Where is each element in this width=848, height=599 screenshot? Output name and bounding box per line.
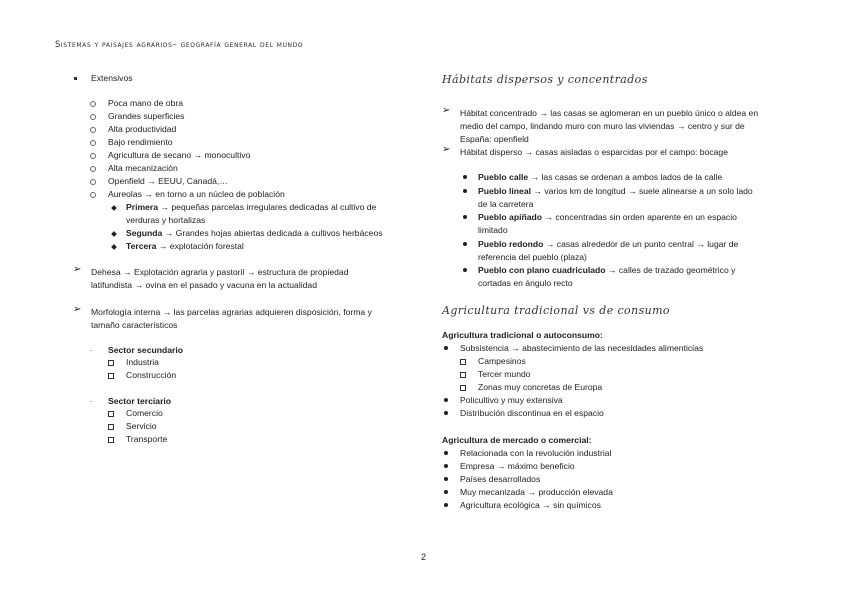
bullet-circle bbox=[90, 153, 96, 159]
bullet-dot: . bbox=[90, 395, 93, 404]
bullet-hollow-square bbox=[460, 372, 466, 378]
bullet-circle bbox=[90, 101, 96, 107]
item-bold: Segunda bbox=[126, 228, 163, 238]
bullet-square bbox=[74, 77, 77, 80]
item-text: → pequeñas parcelas irregulares dedicadas al cultivo de bbox=[158, 202, 377, 212]
list-item: Aureolas → en torno a un núcleo de población bbox=[108, 189, 285, 199]
bullet-dot bbox=[444, 398, 448, 402]
list-item: Empresa → máximo beneficio bbox=[460, 461, 575, 471]
concentrado-line3: España: openfield bbox=[460, 134, 529, 144]
tradicional-title: Agricultura tradicional o autoconsumo: bbox=[442, 330, 603, 340]
morfologia-line1: Morfología interna → las parcelas agrarias adquieren disposición, forma y bbox=[91, 307, 372, 317]
list-item bbox=[126, 228, 383, 238]
bullet-dot bbox=[463, 175, 467, 179]
list-item: Grandes superficies bbox=[108, 111, 185, 121]
bullet-hollow-square bbox=[108, 437, 114, 443]
sector-terciario-title: Sector terciario bbox=[108, 396, 172, 406]
arrowhead-icon: ➢ bbox=[442, 144, 451, 155]
list-item: Comercio bbox=[126, 408, 163, 418]
item-bold: Pueblo calle bbox=[478, 172, 529, 182]
list-item bbox=[478, 212, 737, 222]
dehesa-line1: Dehesa → Explotación agraria y pastoril → estructura de propiedad bbox=[91, 267, 349, 277]
item-text: → casas alrededor de un punto central → lugar de bbox=[543, 239, 739, 249]
list-item bbox=[478, 265, 735, 275]
page-header: Sistemas y paisajes agrarios– geografía general del mundo bbox=[55, 39, 304, 49]
list-item bbox=[126, 202, 376, 212]
bullet-circle bbox=[90, 127, 96, 133]
list-item: Países desarrollados bbox=[460, 474, 541, 484]
list-item-continuation: referencia del pueblo (plaza) bbox=[478, 252, 587, 262]
bullet-hollow-square bbox=[460, 385, 466, 391]
list-item: Policultivo y muy extensiva bbox=[460, 395, 563, 405]
morfologia-line2: tamaño característicos bbox=[91, 320, 178, 330]
item-bold: Tercera bbox=[126, 241, 157, 251]
mercado-title: Agricultura de mercado o comercial: bbox=[442, 435, 592, 445]
bullet-dot bbox=[463, 189, 467, 193]
concentrado-line1: Hábitat concentrado → las casas se aglomeran en un pueblo único o aldea en bbox=[460, 108, 759, 118]
bullet-dot bbox=[444, 490, 448, 494]
list-item: Muy mecanizada → producción elevada bbox=[460, 487, 613, 497]
list-item bbox=[478, 186, 753, 196]
item-text: → Grandes hojas abiertas dedicada a cultivos herbáceos bbox=[162, 228, 383, 238]
list-item: Industria bbox=[126, 357, 159, 367]
list-item: Agricultura de secano → monocultivo bbox=[108, 150, 251, 160]
bullet-hollow-square bbox=[460, 359, 466, 365]
bullet-dot bbox=[444, 451, 448, 455]
list-item bbox=[478, 239, 738, 249]
item-text: → varios km de longitud → suele alinearse a un solo lado bbox=[531, 186, 753, 196]
arrowhead-icon: ➢ bbox=[73, 264, 82, 275]
concentrado-line2: medio del campo, lindando muro con muro las viviendas → centro y sur de bbox=[460, 121, 745, 131]
list-item: Zonas muy concretas de Europa bbox=[478, 382, 603, 392]
item-bold: Pueblo apiñado bbox=[478, 212, 542, 222]
bullet-dot bbox=[444, 503, 448, 507]
item-text: → calles de trazado geométrico y bbox=[605, 265, 736, 275]
bullet-circle bbox=[90, 179, 96, 185]
list-item: Bajo rendimiento bbox=[108, 137, 173, 147]
list-item: Relacionada con la revolución industrial bbox=[460, 448, 612, 458]
item-text: → las casas se ordenan a ambos lados de la calle bbox=[528, 172, 723, 182]
item-bold: Primera bbox=[126, 202, 159, 212]
bullet-diamond bbox=[111, 205, 117, 211]
item-text: → explotación forestal bbox=[156, 241, 244, 251]
list-item-continuation: cortadas en ángulo recto bbox=[478, 278, 573, 288]
list-item: Agricultura ecológica → sin químicos bbox=[460, 500, 601, 510]
list-item: Construcción bbox=[126, 370, 177, 380]
bullet-circle bbox=[90, 166, 96, 172]
list-item: Servicio bbox=[126, 421, 157, 431]
item-bold: Pueblo lineal bbox=[478, 186, 532, 196]
list-item: Poca mano de obra bbox=[108, 98, 184, 108]
bullet-diamond bbox=[111, 231, 117, 237]
agricultura-heading: Agricultura tradicional vs de consumo bbox=[442, 304, 670, 317]
arrowhead-icon: ➢ bbox=[442, 105, 451, 116]
bullet-dot bbox=[444, 346, 448, 350]
extensivos-title: Extensivos bbox=[91, 73, 133, 83]
bullet-dot bbox=[463, 268, 467, 272]
list-item: Subsistencia → abastecimiento de las necesidades alimenticias bbox=[460, 343, 704, 353]
list-item: Alta mecanización bbox=[108, 163, 178, 173]
dehesa-line2: latifundista → ovina en el pasado y vacuna en la actualidad bbox=[91, 280, 317, 290]
item-bold: Pueblo redondo bbox=[478, 239, 544, 249]
bullet-hollow-square bbox=[108, 424, 114, 430]
item-bold: Pueblo con plano cuadriculado bbox=[478, 265, 606, 275]
bullet-diamond bbox=[111, 244, 117, 250]
list-item bbox=[478, 172, 722, 182]
list-item bbox=[126, 241, 244, 251]
list-item: Transporte bbox=[126, 434, 168, 444]
bullet-dot bbox=[463, 242, 467, 246]
page-number: 2 bbox=[421, 552, 427, 562]
list-item-continuation: de la carretera bbox=[478, 199, 534, 209]
list-item-continuation: verduras y hortalizas bbox=[126, 215, 206, 225]
list-item: Alta productividad bbox=[108, 124, 177, 134]
list-item: Openfield → EEUU, Canadá,… bbox=[108, 176, 228, 186]
bullet-dot: . bbox=[90, 344, 93, 353]
list-item: Campesinos bbox=[478, 356, 526, 366]
habitats-heading: Hábitats dispersos y concentrados bbox=[442, 73, 648, 86]
sector-secundario-title: Sector secundario bbox=[108, 345, 183, 355]
arrowhead-icon: ➢ bbox=[73, 304, 82, 315]
bullet-dot bbox=[463, 215, 467, 219]
item-text: → concentradas sin orden aparente en un espacio bbox=[541, 212, 737, 222]
list-item: Distribución discontinua en el espacio bbox=[460, 408, 604, 418]
disperso-line: Hábitat disperso → casas aisladas o esparcidas por el campo: bocage bbox=[460, 147, 728, 157]
bullet-circle bbox=[90, 192, 96, 198]
list-item: Tercer mundo bbox=[478, 369, 531, 379]
bullet-dot bbox=[444, 411, 448, 415]
bullet-circle bbox=[90, 114, 96, 120]
bullet-dot bbox=[444, 477, 448, 481]
bullet-dot bbox=[444, 464, 448, 468]
list-item-continuation: limitado bbox=[478, 225, 508, 235]
bullet-hollow-square bbox=[108, 411, 114, 417]
bullet-hollow-square bbox=[108, 360, 114, 366]
bullet-hollow-square bbox=[108, 373, 114, 379]
bullet-circle bbox=[90, 140, 96, 146]
